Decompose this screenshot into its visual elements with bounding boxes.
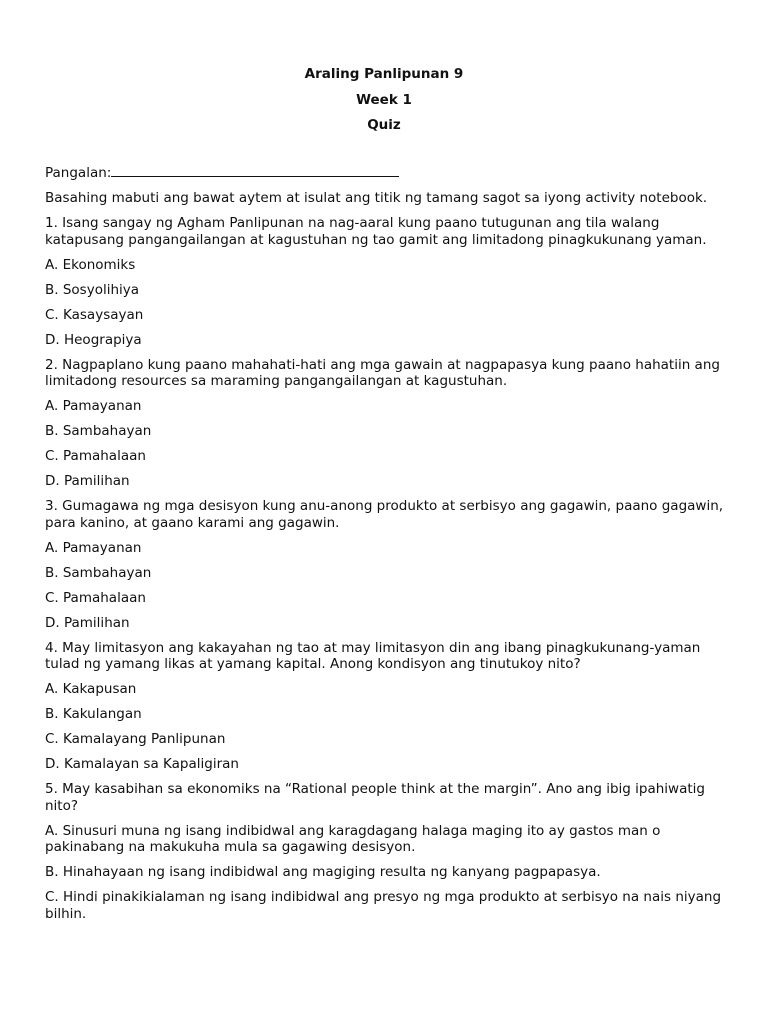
question-3-option-c: C. Pamahalaan: [45, 589, 146, 606]
name-label: Pangalan:: [45, 165, 112, 181]
question-3-option-a: A. Pamayanan: [45, 539, 142, 556]
week-title: Week 1: [356, 91, 412, 108]
quiz-body: [45, 164, 725, 931]
question-5-option-a: A. Sinusuri muna ng isang indibidwal ang karagdagang halaga maging ito ay gastos man o pakinabang na makukuha mula sa gagawing desisyon.: [45, 822, 661, 855]
instructions: Basahing mabuti ang bawat aytem at isulat ang titik ng tamang sagot sa iyong activity notebook.: [45, 190, 708, 206]
quiz-header: [0, 62, 768, 139]
question-1-option-a: A. Ekonomiks: [45, 256, 136, 273]
question-5-option-b: B. Hinahayaan ng isang indibidwal ang magiging resulta ng kanyang pagpapasya.: [45, 864, 601, 880]
question-3-option-b: B. Sambahayan: [45, 564, 152, 581]
quiz-title: Quiz: [367, 117, 401, 133]
question-2-option-d: D. Pamilihan: [45, 473, 130, 489]
question-4-option-a: A. Kakapusan: [45, 681, 137, 697]
question-2-option-c: C. Pamahalaan: [45, 448, 146, 464]
question-4-option-c: C. Kamalayang Panlipunan: [45, 731, 226, 747]
question-4-option-b: B. Kakulangan: [45, 706, 142, 722]
subject-title: Araling Panlipunan 9: [304, 66, 464, 82]
question-3-option-d: D. Pamilihan: [45, 614, 130, 631]
question-2-option-a: A. Pamayanan: [45, 398, 142, 414]
question-1-option-d: D. Heograpiya: [45, 331, 142, 348]
question-2: 2. Nagpaplano kung paano mahahati-hati ang mga gawain at nagpapasya kung paano hahatiin ang limitadong resources sa maraming pangangailangan at kagustuhan.: [45, 356, 720, 389]
question-1-option-b: B. Sosyolihiya: [45, 281, 140, 298]
question-3: 3. Gumagawa ng mga desisyon kung anu-anong produkto at serbisyo ang gagawin, paano gagawin, para kanino, at gaano karami ang gagawin.: [45, 498, 724, 531]
name-blank-line: [111, 164, 399, 177]
question-2-option-b: B. Sambahayan: [45, 423, 152, 439]
question-5-option-c: C. Hindi pinakikialaman ng isang indibidwal ang presyo ng mga produkto at serbisyo na nais niyang bilhin.: [45, 889, 722, 922]
question-1-option-c: C. Kasaysayan: [45, 306, 144, 323]
question-4-option-d: D. Kamalayan sa Kapaligiran: [45, 756, 239, 772]
question-1: 1. Isang sangay ng Agham Panlipunan na nag-aaral kung paano tutugunan ang tila walang katapusang pangangailangan at kagustuhan ng tao gamit ang limitadong pinagkukunang yaman.: [45, 215, 707, 248]
name-row: [45, 164, 725, 182]
question-5: 5. May kasabihan sa ekonomiks na “Rational people think at the margin”. Ano ang ibig ipahiwatig nito?: [45, 781, 705, 814]
question-4: 4. May limitasyon ang kakayahan ng tao at may limitasyon din ang ibang pinagkukunang-yaman tulad ng yamang likas at yamang kapital. Anong kondisyon ang tinutukoy nito?: [45, 639, 701, 672]
